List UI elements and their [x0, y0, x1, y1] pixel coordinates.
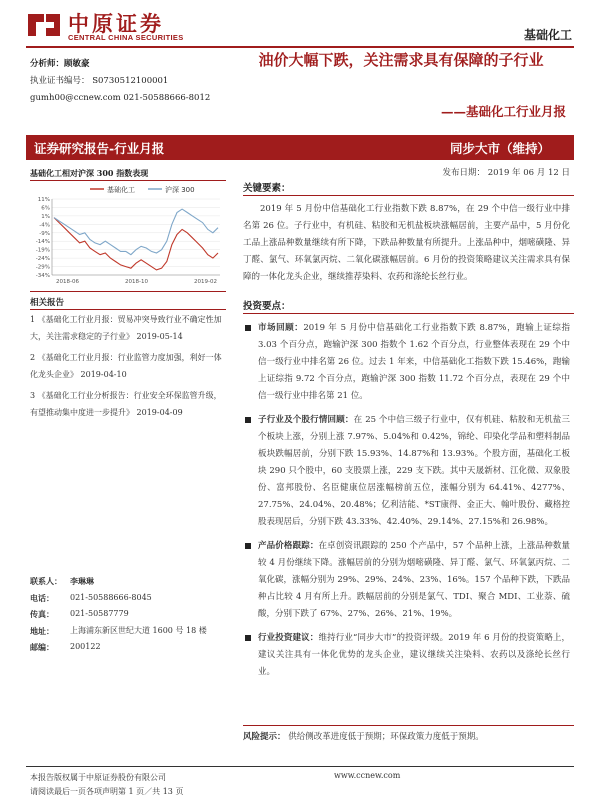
- analyst-name: 顾敏豪: [64, 59, 90, 69]
- bullet-square-icon: [245, 635, 251, 641]
- investment-heading: 投资要点：: [243, 301, 291, 312]
- y-tick-label: -29%: [35, 264, 50, 271]
- y-tick-label: -4%: [39, 222, 50, 229]
- related-reports-rule: [30, 309, 226, 310]
- report-subtitle: ——基础化工行业月报: [440, 104, 566, 119]
- contact-address: 上海浦东新区世纪大道 1600 号 18 楼: [70, 625, 207, 635]
- contact-block: [30, 573, 230, 656]
- x-tick-label: 2019-02: [194, 279, 217, 285]
- y-tick-label: -24%: [35, 256, 50, 263]
- contact-fax-label: 传真：: [30, 609, 54, 619]
- point-label: 市场回顾：: [258, 323, 304, 333]
- x-tick-label: 2018-06: [56, 279, 79, 285]
- chart-bottom-rule: [30, 291, 226, 292]
- investment-point-subsector-review: [243, 412, 570, 531]
- y-tick-label: 1%: [41, 213, 50, 220]
- point-text: 在 25 个中信三级子行业中，仅有机硅、粘胶和无机盐三个板块上涨，分别上涨 7.97%、5.04%和 0.42%，锦纶、印染化学品和塑料制品板块跌幅居前，分别下跌 15.93%、14.87%和 13.93%。个股方面，基础化工板块 290 只个股中，60 支股票上涨，229 支下跌。其中天晟新材、江化微、双象股份、富邦股份、名臣健康位居涨幅榜前五位，涨幅分别为 64.41%、4277%、27.75%、24.04%、20.48%；亿利洁能、*ST康得、金正大、翰叶股份、藏格控股表现居后，分别下跌 43.33%、42.40%、29.14%、27.15%和 26.98%。: [258, 415, 570, 527]
- contact-zip: 200122: [70, 642, 101, 651]
- footer-page-info: 请阅读最后一页各项声明第 1 页／共 13 页: [30, 787, 184, 796]
- company-logo-english: CENTRAL CHINA SECURITIES: [68, 33, 184, 42]
- related-report-item[interactable]: 2 《基础化工行业月报：行业监管力度加强，利好一体化龙头企业》 2019-04-10: [30, 353, 222, 379]
- footer-divider: [26, 766, 574, 767]
- investment-points: [243, 320, 570, 688]
- key-points-heading: 关键要素：: [243, 183, 291, 194]
- contact-zip-label: 邮编：: [30, 642, 54, 652]
- y-tick-label: 6%: [41, 205, 50, 212]
- related-report-item[interactable]: 3 《基础化工行业分析报告：行业安全环保监管升级，有望推动集中度进一步提升》 2019-04-09: [30, 391, 222, 417]
- contact-person-row: [30, 573, 230, 590]
- point-text: 维持行业“同步大市”的投资评级。2019 年 6 月份的投资策略上，建议关注具有一体化优势的龙头企业，建议继续关注染料、农药以及涤纶长丝行业。: [258, 633, 570, 677]
- bullet-square-icon: [245, 417, 251, 423]
- contact-address-row: [30, 623, 230, 640]
- footer-left: [30, 771, 183, 799]
- performance-chart: [30, 183, 226, 288]
- y-tick-label: -34%: [35, 273, 50, 279]
- key-points-rule: [243, 195, 574, 196]
- y-tick-label: -19%: [35, 247, 50, 254]
- company-logo-icon: [26, 10, 62, 40]
- risk-label: 风险提示：: [243, 732, 286, 742]
- point-text: 在卓创资讯跟踪的 250 个产品中，57 个品种上涨，上涨品种数量较 4 月份继续下降。涨幅居前的分别为烟嘧磺隆、异丁醛、氯气、环氧氯丙烷、二氧化碳，涨幅分别为 29%、29%、24%、23%、16%。157 个品种下跌，下跌品种占比较 4 月有所上升。跌幅居前的分别是氯气、TDI、聚合 MDI、工业萘、硫酸，分别下跌了 67%、27%、26%、21%、19%。: [258, 541, 570, 619]
- y-tick-label: -14%: [35, 239, 50, 246]
- report-type: 证券研究报告-行业月报: [34, 141, 165, 156]
- related-report-item[interactable]: 1 《基础化工行业月报：贸易冲突导致行业不确定性加大，关注需求稳定的子行业》 2019-05-14: [30, 315, 222, 341]
- header-divider: [26, 46, 574, 48]
- series-line-sector: [54, 218, 218, 270]
- bullet-square-icon: [245, 325, 251, 331]
- risk-warning: [243, 730, 484, 742]
- rating: 同步大市（维持）: [449, 141, 550, 156]
- investment-point-recommendation: [243, 630, 570, 681]
- report-type-banner: [26, 135, 574, 160]
- investment-rule: [243, 313, 574, 314]
- analyst-label: 分析师：: [30, 59, 65, 69]
- legend-label: 沪深 300: [165, 186, 195, 194]
- sector-tag: 基础化工: [523, 28, 572, 42]
- related-reports-list: [30, 311, 226, 425]
- y-tick-label: -9%: [39, 230, 50, 237]
- y-tick-label: 11%: [37, 197, 50, 203]
- point-text: 2019 年 5 月份中信基础化工行业指数下跌 8.87%，跑输上证综指 3.03 个百分点，跑输沪深 300 指数个 1.62 个百分点，行业整体表现在 29 个中信一级行业中排名第 26 位。过去 1 年来，中信基础化工指数下跌 15.46%，跑输上证综指 9.72 个百分点，跑输沪深 300 指数 11.72 个百分点，表现在 29 个中信一级行业中排名第 21 位。: [258, 323, 570, 401]
- related-reports-title: 相关报告: [30, 298, 65, 308]
- analyst-license: 执业证书编号： S0730512100001: [30, 76, 169, 86]
- analyst-block: [30, 56, 210, 107]
- bullet-square-icon: [245, 543, 251, 549]
- contact-fax: 021-50587779: [70, 609, 129, 618]
- point-label: 产品价格跟踪：: [258, 541, 319, 551]
- contact-address-label: 地址：: [30, 625, 54, 636]
- legend-label: 基础化工: [107, 186, 135, 194]
- chart-top-rule: [30, 180, 226, 181]
- contact-phone-row: [30, 590, 230, 607]
- company-logo-text: 中原证券: [68, 12, 164, 36]
- point-label: 行业投资建议：: [258, 633, 319, 643]
- report-title: 油价大幅下跌，关注需求具有保障的子行业: [258, 51, 544, 69]
- contact-phone-label: 电话：: [30, 592, 54, 603]
- point-label: 子行业及个股行情回顾：: [258, 415, 354, 425]
- contact-person: 李琳琳: [70, 576, 94, 586]
- analyst-contact: gumh00@ccnew.com 021-50588666-8012: [30, 93, 211, 103]
- contact-phone: 021-50588666-8045: [70, 592, 152, 602]
- risk-text: 供给侧改革进度低于预期；环保政策力度低于预期。: [285, 732, 484, 742]
- chart-title: 基础化工相对沪深 300 指数表现: [30, 168, 149, 178]
- key-points-summary: 2019 年 5 月份中信基础化工行业指数下跌 8.87%，在 29 个中信一级行业中排名第 26 位。子行业中，有机硅、粘胶和无机盐板块涨幅居前，主要产品中，5 月份化工品上涨品种数量继续有所下降，下跌品种数量有所提升。上涨品种中，烟嘧磺隆、异丁醛、氯气、环氧氯丙烷、二氧化碳涨幅居前。6 月份的投资策略建议关注需求具有保障的一体化龙头企业，继续推荐染料、农药和涤纶长丝行业。: [243, 204, 570, 282]
- x-tick-label: 2018-10: [125, 279, 148, 285]
- contact-person-label: 联系人：: [30, 576, 62, 586]
- contact-fax-row: [30, 606, 230, 623]
- publish-date: 发布日期： 2019 年 06 月 12 日: [442, 168, 570, 178]
- risk-rule: [243, 725, 574, 726]
- investment-point-market-review: [243, 320, 570, 405]
- footer-copyright: 本报告版权属于中原证券股份有限公司: [30, 773, 166, 782]
- analyst-name-row: [30, 56, 210, 73]
- investment-point-price-tracking: [243, 538, 570, 623]
- footer-website[interactable]: www.ccnew.com: [334, 771, 401, 780]
- contact-zip-row: [30, 639, 230, 656]
